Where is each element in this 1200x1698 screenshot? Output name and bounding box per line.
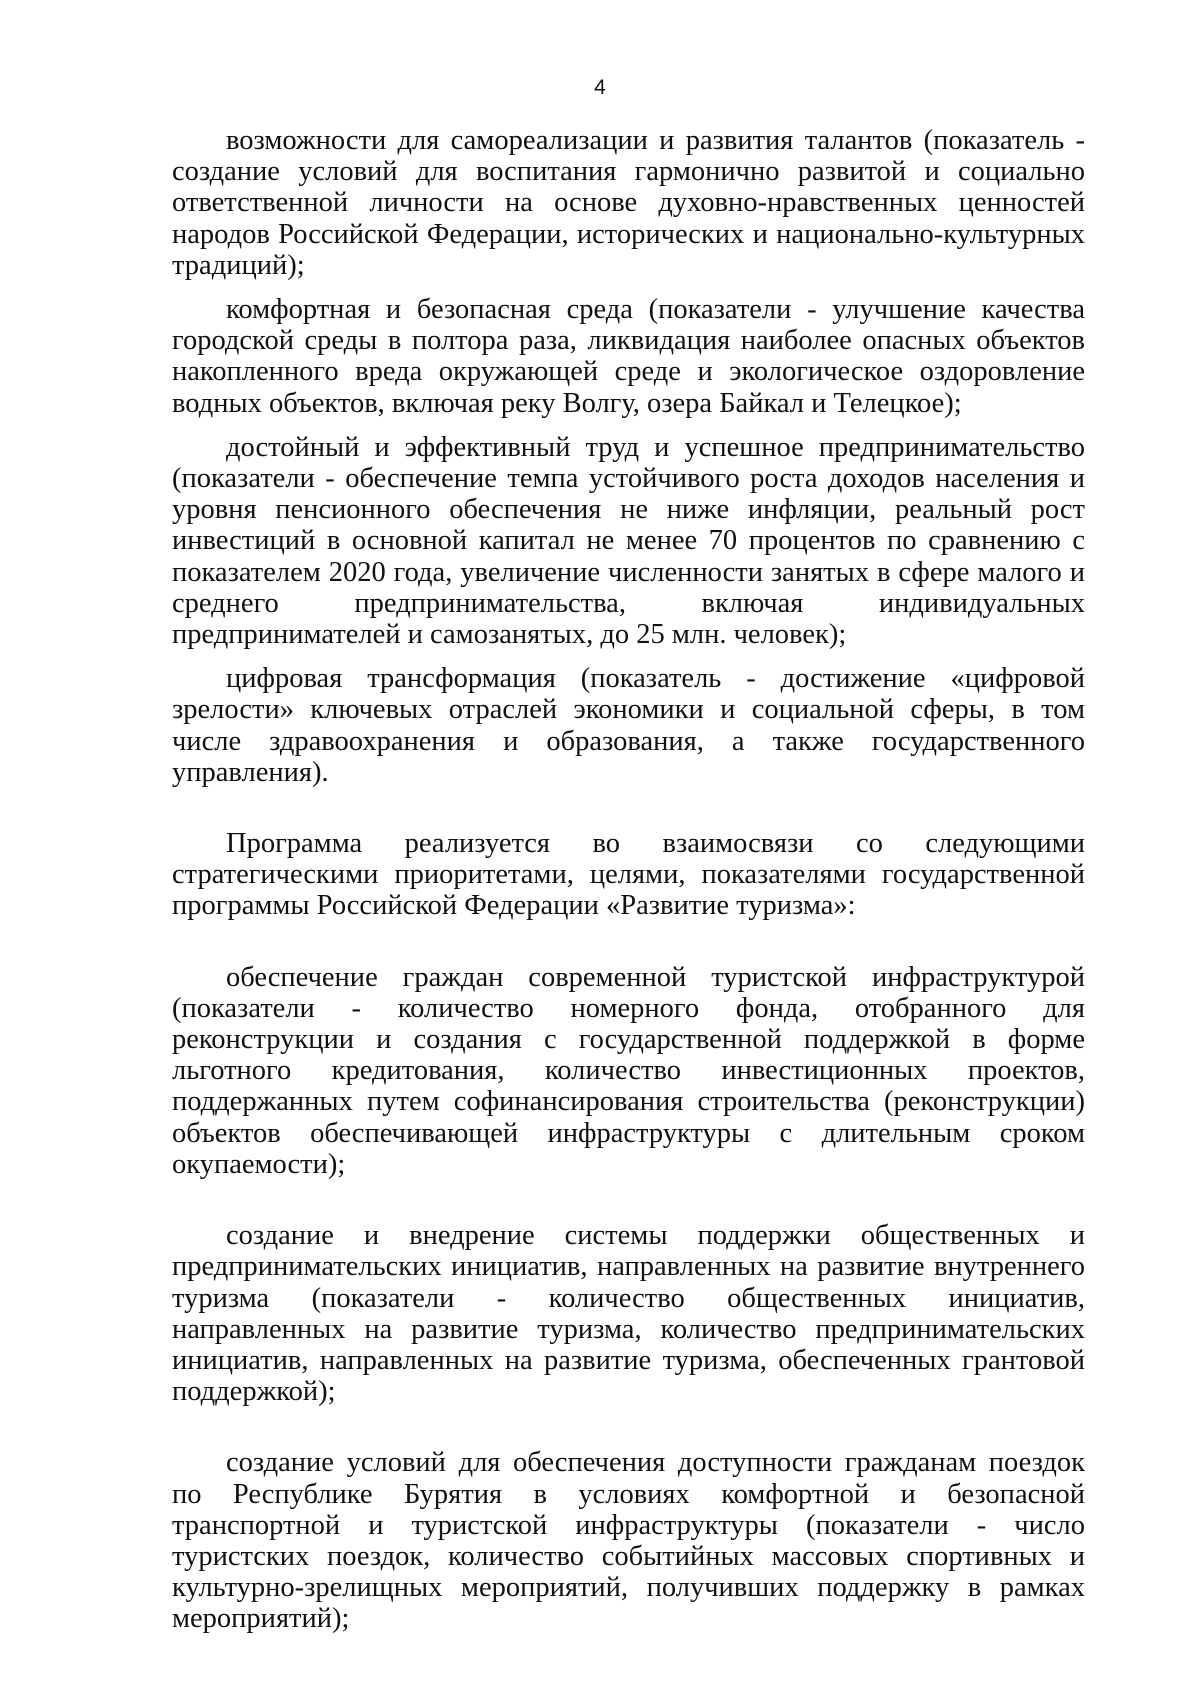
paragraph-decent-work: достойный и эффективный труд и успешное предпринимательство (показатели - обеспечение темпа устойчивого роста доходов населения и уровня пенсионного обеспечения не ниже инфляции, реальный рост инвестиций в основной капитал не менее 70 процентов по сравнению с показателем 2020 года, увеличение численности занятых в сфере малого и среднего предпринимательства, включая индивидуальных предпринимателей и самозанятых, до 25 млн. человек); — [172, 431, 1085, 651]
paragraph-initiatives-support: создание и внедрение системы поддержки общественных и предпринимательских инициатив, направленных на развитие внутреннего туризма (показатели - количество общественных инициатив, направленных на развитие туризма, количество предпринимательских инициатив, направленных на развитие туризма, обеспеченных грантовой поддержкой); — [172, 1220, 1085, 1408]
page-number: 4 — [594, 76, 606, 99]
paragraph-talents: возможности для самореализации и развития талантов (показатель - создание условий для воспитания гармонично развитой и социально ответственной личности на основе духовно-нравственных ценностей народов Российской Федерации, исторических и национально-культурных традиций); — [172, 125, 1085, 281]
paragraph-comfortable-environment: комфортная и безопасная среда (показатели - улучшение качества городской среды в полтора раза, ликвидация наиболее опасных объектов накопленного вреда окружающей среде и экологическое оздоровление водных объектов, включая реку Волгу, озера Байкал и Телецкое); — [172, 294, 1085, 419]
paragraph-digital-transformation: цифровая трансформация (показатель - достижение «цифровой зрелости» ключевых отраслей экономики и социальной сферы, в том числе здравоохранения и образования, а также государственного управления). — [172, 663, 1085, 788]
paragraph-tourism-infrastructure: обеспечение граждан современной туристской инфраструктурой (показатели - количество номерного фонда, отобранного для реконструкции и создания с государственной поддержкой в форме льготного кредитования, количество инвестиционных проектов, поддержанных путем софинансирования строительства (реконструкции) объектов обеспечивающей инфраструктуры с длительным сроком окупаемости); — [172, 961, 1085, 1180]
paragraph-trip-accessibility: создание условий для обеспечения доступности гражданам поездок по Республике Бурятия в условиях комфортной и безопасной транспортной и туристской инфраструктуры (показатели - число туристских поездок, количество событийных массовых спортивных и культурно-зрелищных мероприятий, получивших поддержку в рамках мероприятий); — [172, 1447, 1085, 1635]
document-body — [172, 125, 1085, 1635]
paragraph-program-intro: Программа реализуется во взаимосвязи со следующими стратегическими приоритетами, целями, показателями государственной программы Российской Федерации «Развитие туризма»: — [172, 828, 1085, 922]
